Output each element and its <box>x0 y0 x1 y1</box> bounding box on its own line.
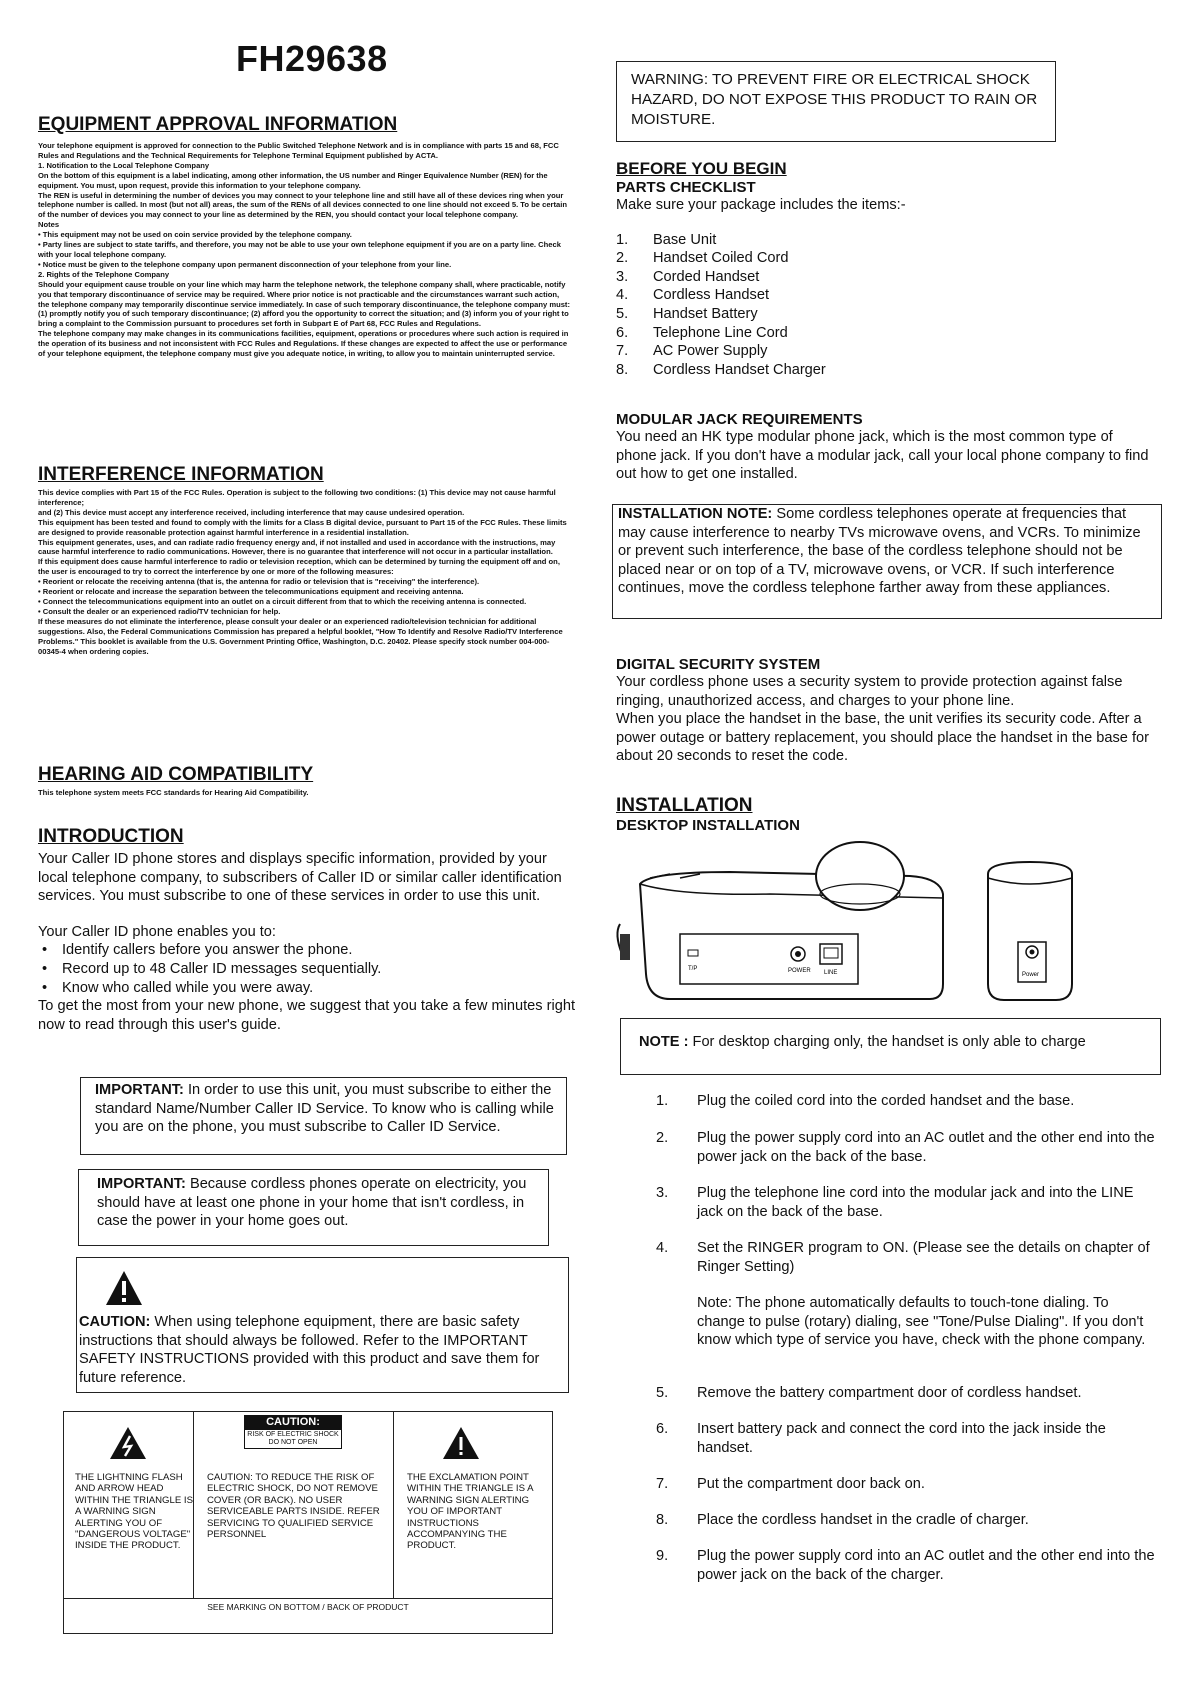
interference-text <box>38 488 570 656</box>
modular-heading: MODULAR JACK REQUIREMENTS <box>616 411 863 428</box>
caution-box <box>76 1257 569 1393</box>
list-item: • Record up to 48 Caller ID messages sequentially. <box>38 960 578 979</box>
equipment-heading: EQUIPMENT APPROVAL INFORMATION <box>38 114 398 135</box>
step-number: 4. <box>656 1240 669 1256</box>
list-item <box>616 286 1156 305</box>
step-text: Plug the power supply cord into an AC outlet and the other end into the power jack on the back of the base. <box>697 1130 1155 1165</box>
power-label: POWER <box>788 968 811 974</box>
important-box-2 <box>78 1169 549 1246</box>
equipment-para: 2. Rights of the Telephone Company <box>38 269 170 279</box>
installation-note-text: Some cordless telephones operate at frequencies that may cause interference to nearby TVs microwave ovens, and VCRs. To minimize or prevent such interference, the base of the cordless telephone should not be placed near or on top of a TV, microwave ovens, or VCR. If such interference continues, move the cordless telephone farther away from these appliances. <box>618 506 1141 597</box>
installation-note-box <box>612 504 1162 619</box>
intro-p1: Your Caller ID phone stores and displays specific information, provided by your local telephone company, to subscribers of Caller ID or similar caller identification services. You must subscribe to one of these services in order to use this unit. <box>38 851 562 905</box>
hearing-text: This telephone system meets FCC standards for Hearing Aid Compatibility. <box>38 788 309 797</box>
item-text: Corded Handset <box>653 268 760 285</box>
equipment-para: Should your equipment cause trouble on your line which may harm the telephone network, the telephone company shall, where practicable, notify you that temporary discontinuance of service may be required. Where prior notice is not practicable and the circumstances warrant such action, the telephone company may temporarily discontinue service immediately. In case of such temporary discontinuance, the telephone company must: (1) promptly notify you of such temporary discontinuance; (2) afford you the opportunity to correct the situation; and (3) inform you of your right to bring a complaint to the Commission pursuant to procedures set forth in Subpart E of Part 68, FCC Rules and Regulations. <box>38 279 570 329</box>
step-text: Plug the power supply cord into an AC outlet and the other end into the power jack on the back of the charger. <box>697 1548 1155 1583</box>
equipment-para: • This equipment may not be used on coin service provided by the telephone company. <box>38 230 352 240</box>
warning-triangle-icon <box>105 1270 143 1306</box>
equipment-text <box>38 141 570 359</box>
digital-section <box>616 656 1156 766</box>
installation-heading: INSTALLATION <box>616 795 753 816</box>
desktop-installation-heading: DESKTOP INSTALLATION <box>616 817 800 834</box>
modular-text: You need an HK type modular phone jack, which is the most common type of phone jack. If you don't have a modular jack, call your local phone company to find out how to get one installed. <box>616 429 1149 483</box>
parts-checklist-heading: PARTS CHECKLIST <box>616 179 756 196</box>
list-item <box>656 1511 1156 1530</box>
step-text: Place the cordless handset in the cradle of charger. <box>697 1512 1029 1528</box>
parts-intro: Make sure your package includes the items:- <box>616 197 906 213</box>
item-number: 7. <box>616 343 629 360</box>
interference-para: If these measures do not eliminate the interference, please consult your dealer or an experienced radio/television technician for additional suggestions. Also, the Federal Communications Commission has prepared a helpful booklet, "How To Identify and Resolve Radio/TV Interference Problems." This booklet is available from the U.S. Government Printing Office, Washington, D.C. 20402. Please specify stock number 004-000-00345-4 when ordering copies. <box>38 616 563 656</box>
interference-para: • Connect the telecommunications equipment into an outlet on a circuit different from that to which the receiving antenna is connected. <box>38 596 527 606</box>
list-item <box>616 305 1156 324</box>
item-text: Base Unit <box>653 231 717 248</box>
list-item <box>616 249 1156 268</box>
list-item <box>616 361 1156 380</box>
interference-para: This equipment generates, uses, and can radiate radio frequency energy and, if not installed and used in accordance with the instructions, may cause harmful interference to radio communications. However, there is no guarantee that interference will not occur in a particular installation. <box>38 537 556 557</box>
digital-heading: DIGITAL SECURITY SYSTEM <box>616 656 821 673</box>
interference-para: This device complies with Part 15 of the FCC Rules. Operation is subject to the following two conditions: (1) This device may not cause harmful interference; <box>38 488 556 507</box>
caution-sub1: RISK OF ELECTRIC SHOCK <box>247 1431 339 1438</box>
equipment-para: 1. Notification to the Local Telephone Company <box>38 160 210 170</box>
intro-section <box>38 826 578 1034</box>
list-item: • Identify callers before you answer the phone. <box>38 941 578 960</box>
safety-table <box>63 1411 553 1634</box>
item-text: AC Power Supply <box>653 343 768 360</box>
interference-heading: INTERFERENCE INFORMATION <box>38 464 324 485</box>
list-item <box>656 1092 1156 1111</box>
item-text: Cordless Handset Charger <box>653 361 826 378</box>
equipment-para: The telephone company may make changes in its communications facilities, equipment, operations or procedures where such action is required in the operation of its business and not inconsistent with FCC Rules and Regulations. If these changes are expected to affect the use or performance of your telephone equipment, the telephone company must give you adequate notice, in writing, to allow you to maintain uninterrupted service. <box>38 329 569 359</box>
item-number: 1. <box>616 231 629 248</box>
step-text: Plug the telephone line cord into the modular jack and into the LINE jack on the back of the base. <box>697 1185 1134 1220</box>
list-item: • Know who called while you were away. <box>38 979 578 998</box>
note-text: For desktop charging only, the handset is only able to charge <box>688 1034 1086 1050</box>
step-text: Set the RINGER program to ON. (Please see the details on chapter of Ringer Setting) <box>697 1240 1150 1275</box>
list-item <box>616 342 1156 361</box>
important-box-1 <box>80 1077 567 1155</box>
step-note: Note: The phone automatically defaults to touch-tone dialing. To change to pulse (rotary) dialing, see "Tone/Pulse Dialing". If you don't know which type of service you have, check with the phone company. <box>697 1295 1146 1349</box>
list-item <box>656 1547 1156 1584</box>
safety-footer: SEE MARKING ON BOTTOM / BACK OF PRODUCT <box>64 1598 552 1634</box>
item-number: 4. <box>616 287 629 304</box>
caution-label: CAUTION: <box>79 1314 151 1330</box>
important-text: In order to use this unit, you must subscribe to either the standard Name/Number Caller ID Service. To know who is calling while you are on the phone, you must subscribe to Caller ID Service. <box>95 1082 554 1136</box>
caution-sub2: DO NOT OPEN <box>268 1439 318 1446</box>
list-item <box>616 268 1156 287</box>
intro-bullets <box>38 941 578 997</box>
list-item <box>616 324 1156 343</box>
step-number: 1. <box>656 1093 669 1109</box>
item-text: Telephone Line Cord <box>653 324 788 341</box>
line-label: LINE <box>824 970 838 976</box>
digital-p1: Your cordless phone uses a security system to provide protection against false ringing, unauthorized access, and charges to your phone line. <box>616 674 1123 709</box>
list-item <box>656 1239 1156 1350</box>
before-section <box>616 159 1156 379</box>
step-number: 5. <box>656 1385 669 1401</box>
phone-base-illustration <box>610 834 1156 1010</box>
important-label: IMPORTANT: <box>97 1176 186 1192</box>
step-number: 3. <box>656 1185 669 1201</box>
parts-list <box>616 231 1156 380</box>
step-number: 6. <box>656 1421 669 1437</box>
safety-cell-left <box>64 1412 194 1598</box>
intro-heading: INTRODUCTION <box>38 826 184 847</box>
step-text: Remove the battery compartment door of cordless handset. <box>697 1385 1082 1401</box>
exclamation-triangle-icon <box>442 1426 480 1460</box>
item-number: 6. <box>616 324 629 341</box>
tp-label: T/P <box>688 966 698 972</box>
list-item <box>656 1184 1156 1221</box>
equipment-para: The REN is useful in determining the number of devices you may connect to your telephone line and still have all of these devices ring when your telephone number is called. In most (but not all) areas, the sum of the RENs of all devices connected to one line should not exceed 5. To be certain of the number of devices you may connect to your line as determined by the REN, you should contact your local telephone company. <box>38 190 567 220</box>
list-item <box>656 1420 1156 1457</box>
step-text: Put the compartment door back on. <box>697 1476 925 1492</box>
installation-section <box>616 795 1156 834</box>
equipment-para: Your telephone equipment is approved for connection to the Public Switched Telephone Network and is in compliance with parts 15 and 68, FCC Rules and Regulations and the Technical Requirements for Telephone Terminal Equipment published by ACTA. <box>38 141 559 160</box>
item-number: 2. <box>616 250 629 267</box>
safety-left-text: THE LIGHTNING FLASH AND ARROW HEAD WITHIN THE TRIANGLE IS A WARNING SIGN ALERTING YOU OF "DANGEROUS VOLTAGE" INSIDE THE PRODUCT. <box>75 1472 193 1552</box>
interference-para: This equipment has been tested and found to comply with the limits for a Class B digital device, pursuant to Part 15 of the FCC Rules. These limits are designed to provide reasonable protection against harmful interference in a residential installation. <box>38 517 567 537</box>
item-text: Handset Coiled Cord <box>653 250 789 267</box>
modular-section <box>616 411 1156 484</box>
note-box <box>620 1018 1161 1075</box>
hearing-heading: HEARING AID COMPATIBILITY <box>38 764 314 785</box>
caution-text: When using telephone equipment, there are basic safety instructions that should always be followed. Refer to the IMPORTANT SAFETY INSTRUCTIONS provided with this product and save them for future reference. <box>79 1314 540 1386</box>
step-number: 8. <box>656 1512 669 1528</box>
interference-para: • Consult the dealer or an experienced radio/TV technician for help. <box>38 606 281 616</box>
equipment-para: Notes <box>38 220 60 230</box>
interference-section <box>38 464 570 656</box>
model-title: FH29638 <box>236 38 388 79</box>
lightning-triangle-icon <box>109 1426 147 1460</box>
item-number: 5. <box>616 305 629 322</box>
hearing-section <box>38 764 570 798</box>
equipment-para: • Notice must be given to the telephone company upon permanent disconnection of your telephone from your line. <box>38 259 452 269</box>
item-text: Cordless Handset <box>653 287 769 304</box>
item-number: 8. <box>616 361 629 378</box>
list-item <box>656 1475 1156 1494</box>
safety-middle-text: CAUTION: TO REDUCE THE RISK OF ELECTRIC SHOCK, DO NOT REMOVE COVER (OR BACK). NO USER SERVICEABLE PARTS INSIDE. REFER SERVICING TO QUALIFIED SERVICE PERSONNEL <box>207 1472 380 1541</box>
step-text: Plug the coiled cord into the corded handset and the base. <box>697 1093 1075 1109</box>
list-item <box>656 1129 1156 1166</box>
safety-right-text: THE EXCLAMATION POINT WITHIN THE TRIANGLE IS A WARNING SIGN ALERTING YOU OF IMPORTANT INSTRUCTIONS ACCOMPANYING THE PRODUCT. <box>407 1472 533 1552</box>
list-item <box>616 231 1156 250</box>
interference-para: • Reorient or relocate and increase the separation between the telecommunications equipment and receiving antenna. <box>38 587 464 597</box>
list-item <box>656 1384 1156 1403</box>
item-text: Handset Battery <box>653 305 758 322</box>
step-text: Insert battery pack and connect the cord into the jack inside the handset. <box>697 1421 1106 1456</box>
interference-para: • Reorient or relocate the receiving antenna (that is, the antenna for radio or television that is "receiving" the interference). <box>38 577 480 587</box>
interference-para: If this equipment does cause harmful interference to radio or television reception, which can be determined by turning the equipment off and on, the user is encouraged to try to correct the interference by one or more of the following measures: <box>38 557 560 577</box>
installation-note-label: INSTALLATION NOTE: <box>618 506 773 522</box>
caution-banner-sub <box>244 1429 342 1449</box>
equipment-para: • Party lines are subject to state tariffs, and therefore, you may not be able to use your own telephone equipment if you are on a party line. Check with your local telephone company. <box>38 240 561 259</box>
caution-banner: CAUTION: <box>244 1415 342 1429</box>
step-number: 9. <box>656 1548 669 1564</box>
important-text: Because cordless phones operate on electricity, you should have at least one phone in your home that isn't cordless, in case the power in your home goes out. <box>97 1176 527 1230</box>
important-label: IMPORTANT: <box>95 1082 184 1098</box>
digital-p2: When you place the handset in the base, the unit verifies its security code. After a power outage or battery replacement, you should place the handset in the base for about 20 seconds to reset the code. <box>616 711 1150 765</box>
before-heading: BEFORE YOU BEGIN <box>616 159 787 178</box>
item-number: 3. <box>616 268 629 285</box>
safety-cell-right <box>394 1412 551 1598</box>
step-number: 2. <box>656 1130 669 1146</box>
charger-power-label: Power <box>1022 972 1040 978</box>
caution-text-block <box>79 1313 565 1387</box>
interference-para: and (2) This device must accept any interference received, including interference that may cause undesired operation. <box>38 507 465 517</box>
equipment-para: On the bottom of this equipment is a label indicating, among other information, the US number and Ringer Equivalence Number (REN) for the equipment. You must, upon request, provide this information to your telephone company. <box>38 170 548 190</box>
safety-cell-middle <box>194 1412 394 1598</box>
note-label: NOTE : <box>639 1034 689 1050</box>
equipment-section <box>38 114 570 359</box>
warning-box: WARNING: TO PREVENT FIRE OR ELECTRICAL SHOCK HAZARD, DO NOT EXPOSE THIS PRODUCT TO RAIN OR MOISTURE. <box>616 61 1056 142</box>
intro-p2: Your Caller ID phone enables you to: <box>38 923 276 940</box>
step-number: 7. <box>656 1476 669 1492</box>
intro-p3: To get the most from your new phone, we suggest that you take a few minutes right now to read through this user's guide. <box>38 998 576 1033</box>
